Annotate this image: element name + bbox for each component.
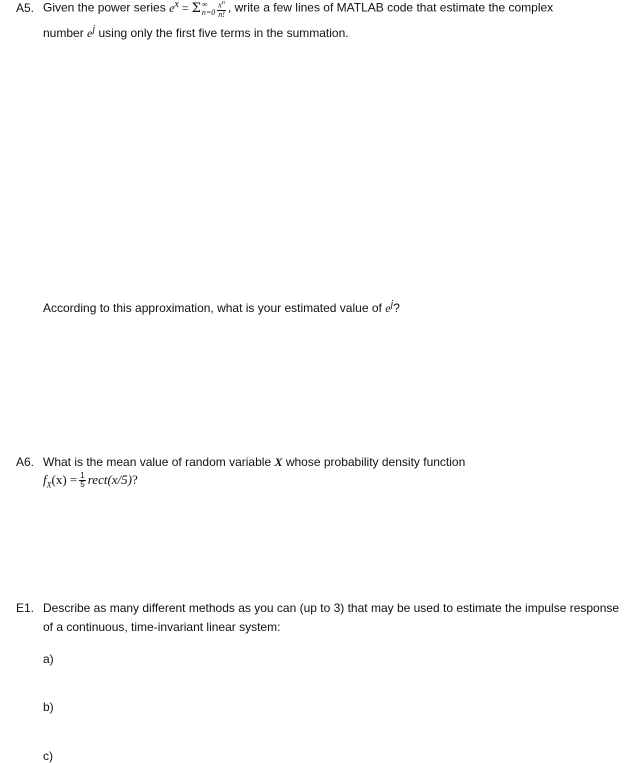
question-e1-part-c: c) bbox=[43, 749, 53, 763]
question-a6-line1: What is the mean value of random variable X whose probability density function bbox=[43, 455, 466, 469]
question-e1-part-a: a) bbox=[43, 652, 54, 666]
question-a5-line2: number $e^j$ using only the first five terms in the summation. bbox=[43, 24, 349, 40]
question-e1-part-b: b) bbox=[43, 700, 54, 714]
pdf-formula: $f_X(x)$ = $\frac{1}{5}$ rect(x/5)? bbox=[43, 471, 138, 490]
question-a5-line1-pre: Given the power series bbox=[43, 0, 166, 15]
question-a5-line1 bbox=[43, 0, 553, 19]
question-a5-number: A5. bbox=[16, 1, 35, 15]
question-a5-line1-post: , write a few lines of MATLAB code that estimate the complex bbox=[227, 0, 554, 15]
question-a6-number: A6. bbox=[16, 455, 35, 469]
question-e1-line2: of a continuous, time-invariant linear system: bbox=[43, 620, 281, 634]
question-e1-number: E1. bbox=[16, 601, 35, 615]
question-a5-followup: According to this approximation, what is your estimated value of $e^j$? bbox=[43, 299, 400, 315]
power-series-formula: $e^x = \Sigma$ ∞ n=0 $\frac{x^n}{n!}$ bbox=[169, 0, 225, 19]
question-e1-line1: Describe as many different methods as you can (up to 3) that may be used to estimate the impulse response bbox=[43, 601, 620, 615]
